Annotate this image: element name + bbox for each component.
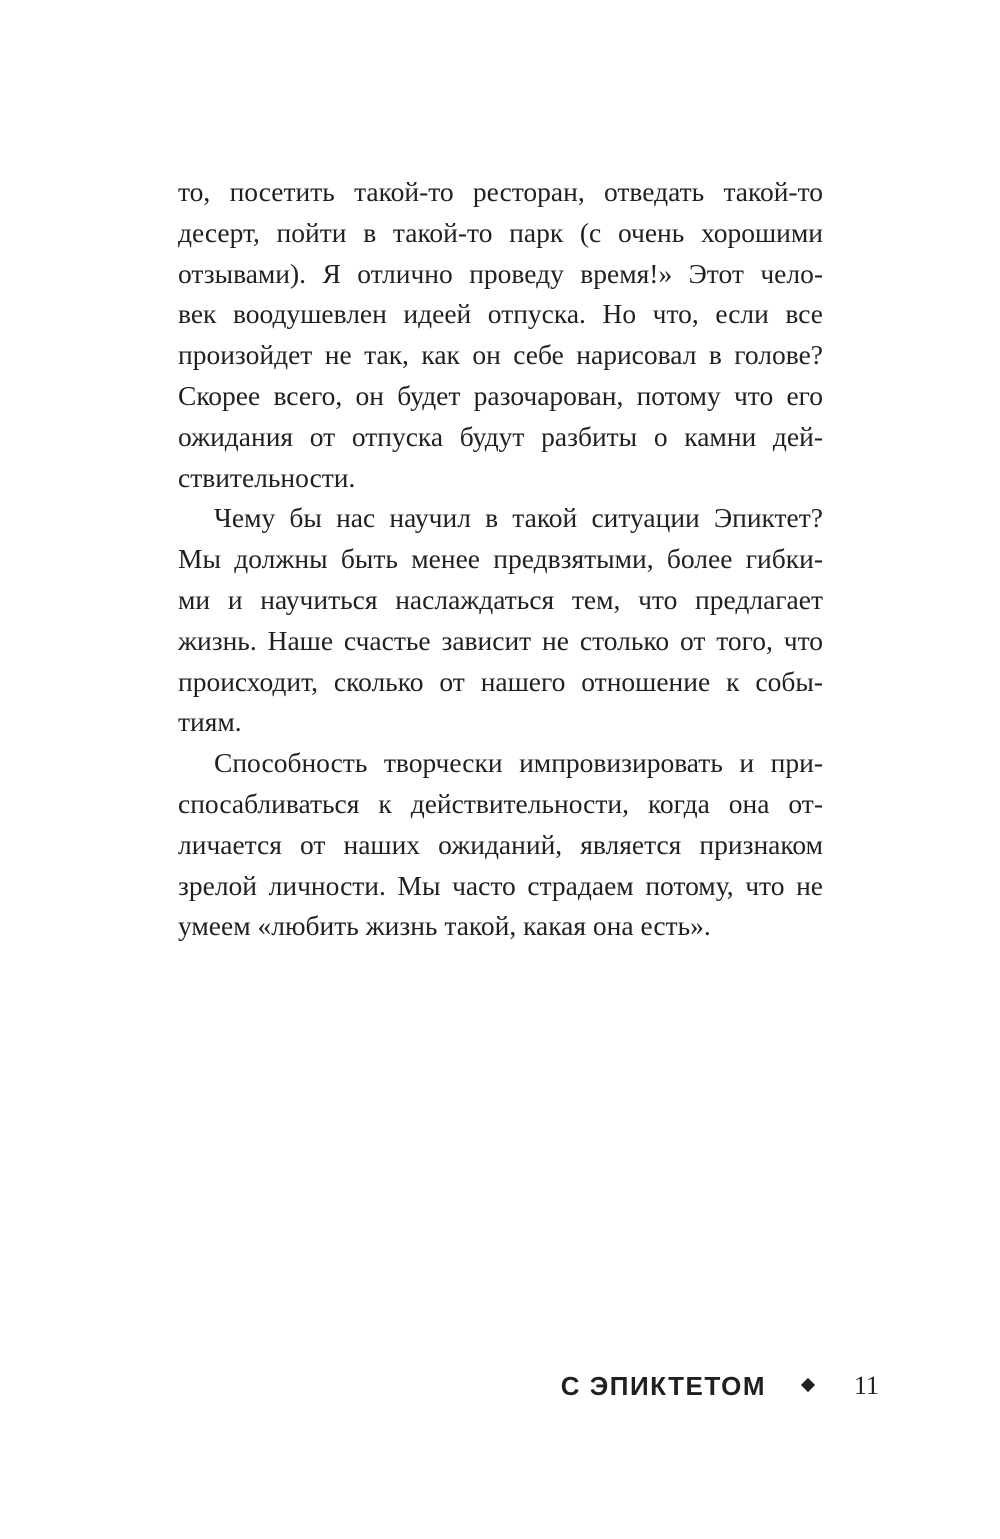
paragraph-2 <box>178 498 823 743</box>
page-footer <box>0 1368 1000 1408</box>
text-line: Способность творчески импровизировать и при- <box>214 747 823 779</box>
text-line: умеем «любить жизнь такой, какая она есть». <box>178 910 711 942</box>
paragraph-3 <box>178 743 823 947</box>
text-line: ожидания от отпуска будут разбиты о камни дей- <box>178 420 823 452</box>
text-line: жизнь. Наше счастье зависит не столько от того, что <box>178 624 823 656</box>
text-line: Мы должны быть менее предвзятыми, более гибки- <box>178 543 823 575</box>
text-line: спосабливаться к действительности, когда она от- <box>178 787 823 819</box>
text-line: Чему бы нас научил в такой ситуации Эпиктет? <box>214 502 823 534</box>
text-line: десерт, пойти в такой-то парк (с очень хорошими <box>178 216 823 248</box>
text-line: век воодушевлен идеей отпуска. Но что, если все <box>178 298 823 330</box>
paragraph-1 <box>178 172 823 498</box>
text-line: ми и научиться наслаждаться тем, что предлагает <box>178 583 823 615</box>
text-line: происходит, сколько от нашего отношение к собы- <box>178 665 823 697</box>
text-line: отзывами). Я отлично проведу время!» Этот чело- <box>178 257 823 289</box>
text-line: произойдет не так, как он себе нарисовал в голове? <box>178 339 823 371</box>
body-text <box>178 172 823 947</box>
text-line: тиям. <box>178 706 242 738</box>
text-line: зрелой личности. Мы часто страдаем потому, что не <box>178 869 823 901</box>
diamond-icon <box>801 1378 815 1392</box>
text-line: личается от наших ожиданий, является признаком <box>178 828 823 860</box>
page-number: 11 <box>854 1371 880 1400</box>
text-line: то, посетить такой-то ресторан, отведать такой-то <box>178 176 823 207</box>
running-title: С ЭПИКТЕТОМ <box>560 1371 766 1401</box>
text-line: Скорее всего, он будет разочарован, потому что его <box>178 379 823 411</box>
text-line: ствительности. <box>178 461 356 493</box>
